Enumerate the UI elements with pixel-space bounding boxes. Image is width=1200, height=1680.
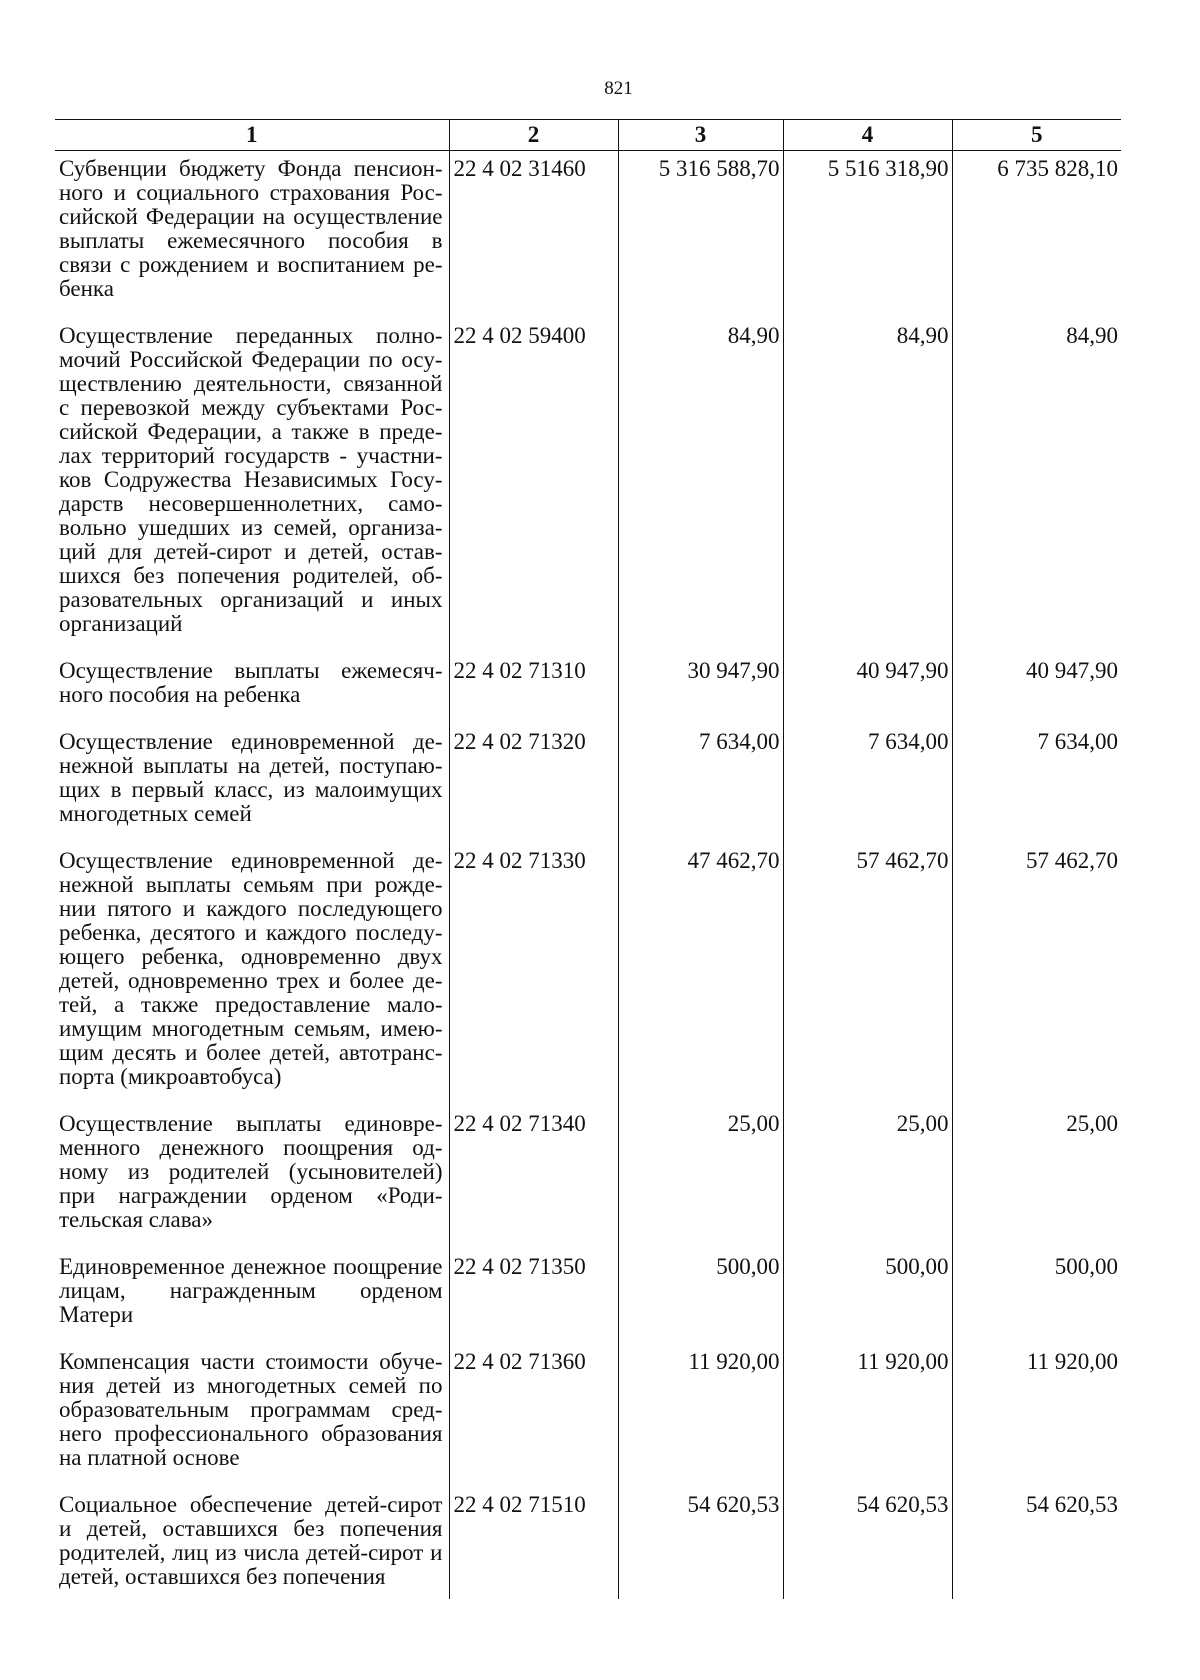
row-value-col5: 40 947,90 <box>952 653 1121 724</box>
row-name: Единовременное денежное поощрение лицам, награжденным орденом Матери <box>59 1254 443 1327</box>
row-value-col3: 54 620,53 <box>618 1487 783 1599</box>
row-name: Осуществление выплаты единовременного денежного поощрения одному из родителей (усыновителей) при награждении орденом «Родительская слава» <box>59 1111 443 1232</box>
table-row <box>55 1249 1121 1344</box>
table-row <box>55 318 1121 653</box>
budget-table <box>55 119 1121 1599</box>
header-col-4: 4 <box>783 120 952 151</box>
row-value-col4: 25,00 <box>783 1106 952 1249</box>
row-value-col3: 7 634,00 <box>618 724 783 843</box>
row-value-col4: 84,90 <box>783 318 952 653</box>
row-value-col4: 11 920,00 <box>783 1344 952 1487</box>
row-code: 22 4 02 71510 <box>449 1487 618 1599</box>
table-row <box>55 1487 1121 1599</box>
row-value-col4: 7 634,00 <box>783 724 952 843</box>
row-code: 22 4 02 71330 <box>449 843 618 1106</box>
row-code: 22 4 02 71320 <box>449 724 618 843</box>
row-value-col4: 40 947,90 <box>783 653 952 724</box>
header-col-5: 5 <box>952 120 1121 151</box>
row-name: Социальное обеспечение детей-сирот и детей, оставшихся без попечения родителей, лиц из числа детей-сирот и детей, оставшихся без попечения <box>59 1492 443 1589</box>
row-value-col3: 11 920,00 <box>618 1344 783 1487</box>
row-value-col5: 54 620,53 <box>952 1487 1121 1599</box>
row-value-col3: 84,90 <box>618 318 783 653</box>
row-name: Осуществление переданных полномочий Российской Федерации по осуществлению деятельности, связанной с перевозкой между субъектами Российской Федерации, а также в пределах территорий государств - участников Содружества Независимых Государств несовершеннолетних, самовольно ушедших из семей, организаций для детей-сирот и детей, оставшихся без попечения родителей, образовательных организаций и иных организаций <box>59 323 443 636</box>
row-value-col3: 5 316 588,70 <box>618 151 783 319</box>
row-code: 22 4 02 71310 <box>449 653 618 724</box>
row-code: 22 4 02 59400 <box>449 318 618 653</box>
row-value-col4: 5 516 318,90 <box>783 151 952 319</box>
table-row <box>55 151 1121 319</box>
table-row <box>55 1344 1121 1487</box>
row-value-col4: 57 462,70 <box>783 843 952 1106</box>
header-row <box>55 120 1121 151</box>
row-name: Компенсация части стоимости обучения детей из многодетных семей по образовательным программам среднего профессионального образования на платной основе <box>59 1349 443 1470</box>
row-code: 22 4 02 31460 <box>449 151 618 319</box>
header-col-3: 3 <box>618 120 783 151</box>
row-value-col4: 500,00 <box>783 1249 952 1344</box>
row-value-col5: 7 634,00 <box>952 724 1121 843</box>
table-body <box>55 151 1121 1600</box>
table-row <box>55 724 1121 843</box>
row-value-col3: 500,00 <box>618 1249 783 1344</box>
table-row <box>55 1106 1121 1249</box>
header-col-1: 1 <box>55 120 449 151</box>
row-value-col5: 6 735 828,10 <box>952 151 1121 319</box>
row-code: 22 4 02 71340 <box>449 1106 618 1249</box>
table-header <box>55 120 1121 151</box>
row-name: Осуществление выплаты ежемесячного пособия на ребенка <box>59 658 443 707</box>
row-value-col3: 25,00 <box>618 1106 783 1249</box>
row-name: Субвенции бюджету Фонда пенсионного и социального страхования Российской Федерации на осуществление выплаты ежемесячного пособия в связи с рождением и воспитанием ребенка <box>59 156 443 301</box>
row-name: Осуществление единовременной денежной выплаты на детей, поступающих в первый класс, из малоимущих многодетных семей <box>59 729 443 826</box>
row-code: 22 4 02 71350 <box>449 1249 618 1344</box>
page-number: 821 <box>604 78 633 99</box>
row-value-col5: 84,90 <box>952 318 1121 653</box>
row-value-col5: 500,00 <box>952 1249 1121 1344</box>
row-value-col5: 11 920,00 <box>952 1344 1121 1487</box>
table-row <box>55 653 1121 724</box>
row-name: Осуществление единовременной денежной выплаты семьям при рождении пятого и каждого последующего ребенка, десятого и каждого последующего ребенка, одновременно двух детей, одновременно трех и более детей, а также предоставление малоимущим многодетным семьям, имеющим десять и более детей, автотранспорта (микроавтобуса) <box>59 848 443 1089</box>
row-code: 22 4 02 71360 <box>449 1344 618 1487</box>
table-row <box>55 843 1121 1106</box>
row-value-col4: 54 620,53 <box>783 1487 952 1599</box>
header-col-2: 2 <box>449 120 618 151</box>
row-value-col5: 57 462,70 <box>952 843 1121 1106</box>
row-value-col5: 25,00 <box>952 1106 1121 1249</box>
row-value-col3: 47 462,70 <box>618 843 783 1106</box>
row-value-col3: 30 947,90 <box>618 653 783 724</box>
